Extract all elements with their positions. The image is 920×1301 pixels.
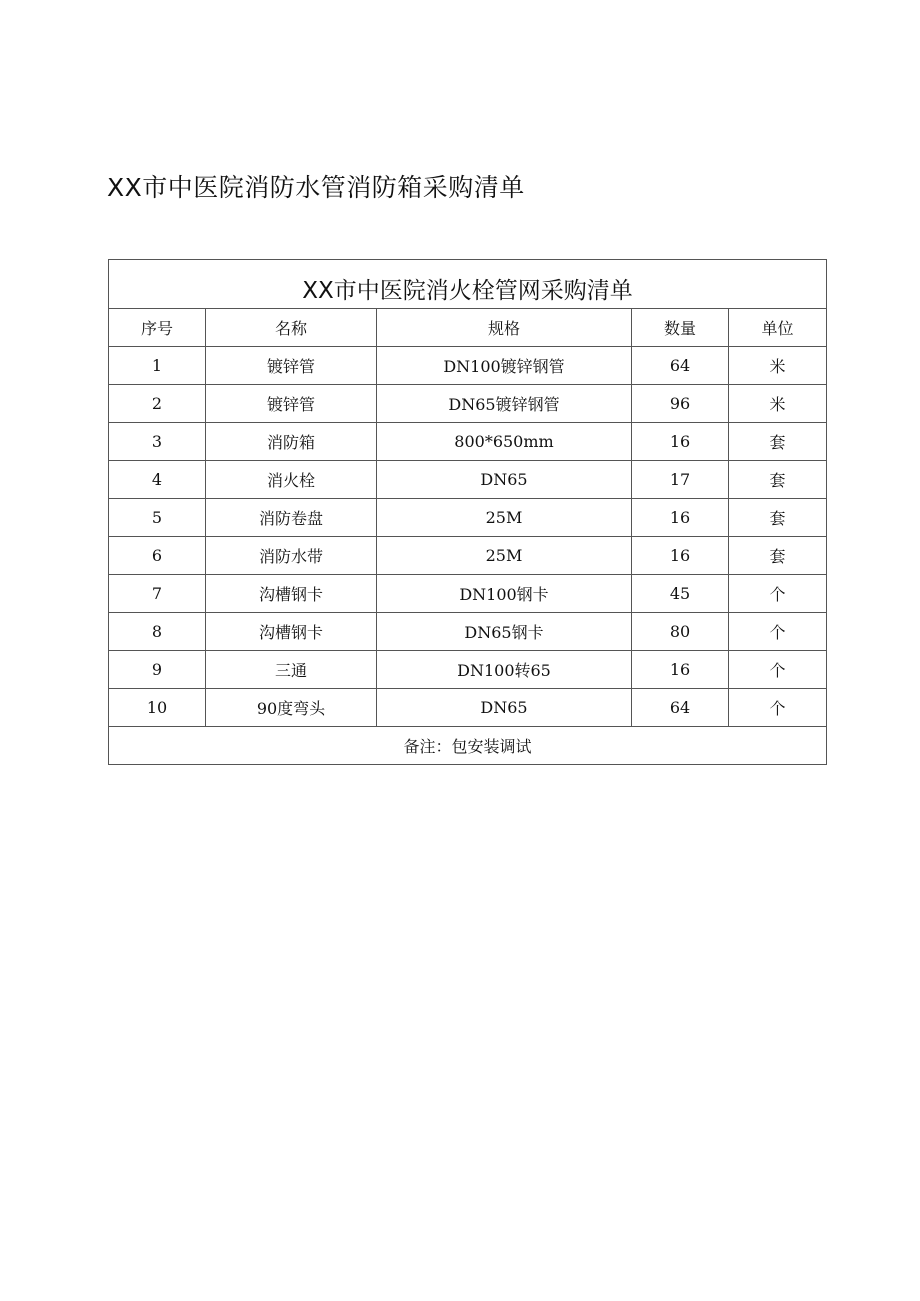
table-header-row xyxy=(109,309,827,347)
table-row xyxy=(109,499,827,537)
header-no: 序号 xyxy=(109,309,206,347)
table-body xyxy=(109,260,827,765)
cell-no: 4 xyxy=(109,461,206,499)
cell-unit: 套 xyxy=(729,423,827,461)
table-caption: XX市中医院消火栓管网采购清单 xyxy=(109,260,827,309)
cell-name: 消防水带 xyxy=(206,537,377,575)
table-caption-row xyxy=(109,260,827,309)
cell-no: 3 xyxy=(109,423,206,461)
cell-unit: 米 xyxy=(729,347,827,385)
cell-unit: 套 xyxy=(729,537,827,575)
table-note-row xyxy=(109,727,827,765)
cell-qty: 80 xyxy=(632,613,729,651)
table-row xyxy=(109,423,827,461)
cell-no: 7 xyxy=(109,575,206,613)
cell-name: 沟槽钢卡 xyxy=(206,575,377,613)
cell-name: 消防卷盘 xyxy=(206,499,377,537)
cell-name: 镀锌管 xyxy=(206,385,377,423)
cell-name: 沟槽钢卡 xyxy=(206,613,377,651)
cell-spec: DN100钢卡 xyxy=(377,575,632,613)
cell-qty: 64 xyxy=(632,689,729,727)
cell-spec: DN65 xyxy=(377,461,632,499)
cell-qty: 17 xyxy=(632,461,729,499)
cell-spec: DN65镀锌钢管 xyxy=(377,385,632,423)
cell-qty: 45 xyxy=(632,575,729,613)
table-row xyxy=(109,689,827,727)
document-title: XX市中医院消防水管消防箱采购清单 xyxy=(107,173,525,202)
cell-unit: 套 xyxy=(729,461,827,499)
cell-qty: 16 xyxy=(632,423,729,461)
header-qty: 数量 xyxy=(632,309,729,347)
cell-spec: DN65 xyxy=(377,689,632,727)
cell-qty: 96 xyxy=(632,385,729,423)
cell-unit: 个 xyxy=(729,651,827,689)
table-row xyxy=(109,575,827,613)
cell-no: 2 xyxy=(109,385,206,423)
cell-name: 消防箱 xyxy=(206,423,377,461)
table-row xyxy=(109,385,827,423)
cell-unit: 个 xyxy=(729,613,827,651)
cell-name: 镀锌管 xyxy=(206,347,377,385)
table-row xyxy=(109,537,827,575)
cell-spec: 25M xyxy=(377,537,632,575)
cell-unit: 米 xyxy=(729,385,827,423)
table-row xyxy=(109,651,827,689)
cell-no: 10 xyxy=(109,689,206,727)
cell-spec: DN65钢卡 xyxy=(377,613,632,651)
cell-spec: 800*650mm xyxy=(377,423,632,461)
cell-spec: DN100转65 xyxy=(377,651,632,689)
cell-name: 90度弯头 xyxy=(206,689,377,727)
cell-name: 三通 xyxy=(206,651,377,689)
table-note: 备注：包安装调试 xyxy=(109,727,827,765)
purchase-list-table xyxy=(108,259,827,765)
cell-qty: 16 xyxy=(632,651,729,689)
cell-spec: 25M xyxy=(377,499,632,537)
header-name: 名称 xyxy=(206,309,377,347)
table-row xyxy=(109,613,827,651)
cell-qty: 16 xyxy=(632,499,729,537)
cell-no: 8 xyxy=(109,613,206,651)
header-unit: 单位 xyxy=(729,309,827,347)
cell-spec: DN100镀锌钢管 xyxy=(377,347,632,385)
header-spec: 规格 xyxy=(377,309,632,347)
table-row xyxy=(109,461,827,499)
cell-unit: 个 xyxy=(729,575,827,613)
cell-no: 5 xyxy=(109,499,206,537)
table-row xyxy=(109,347,827,385)
cell-qty: 16 xyxy=(632,537,729,575)
cell-unit: 套 xyxy=(729,499,827,537)
cell-no: 9 xyxy=(109,651,206,689)
cell-unit: 个 xyxy=(729,689,827,727)
cell-no: 1 xyxy=(109,347,206,385)
cell-qty: 64 xyxy=(632,347,729,385)
cell-no: 6 xyxy=(109,537,206,575)
cell-name: 消火栓 xyxy=(206,461,377,499)
